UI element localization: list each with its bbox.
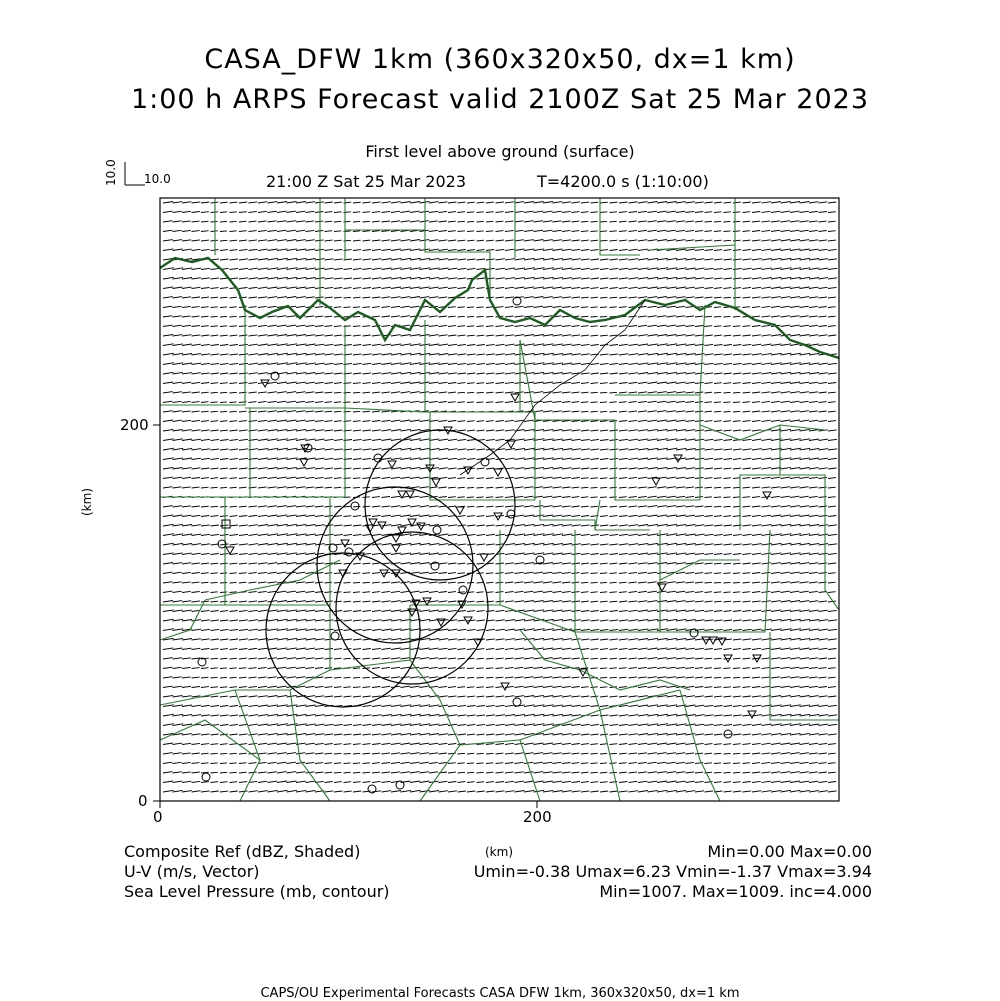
wind-vector bbox=[724, 592, 731, 593]
legend-field2-stats: Umin=-0.38 Umax=6.23 Vmin=-1.37 Vmax=3.94 bbox=[473, 862, 872, 881]
wind-vector bbox=[600, 677, 607, 678]
wind-vector bbox=[724, 763, 731, 764]
wind-vector bbox=[344, 592, 351, 593]
wind-vector bbox=[220, 411, 227, 412]
wind-vector bbox=[591, 231, 598, 232]
wind-vector bbox=[591, 221, 598, 222]
wind-vector bbox=[477, 316, 484, 317]
wind-vector bbox=[591, 582, 598, 583]
wind-vector bbox=[467, 668, 474, 669]
wind-vector bbox=[230, 402, 237, 403]
wind-vector bbox=[733, 402, 740, 403]
wind-vector bbox=[467, 677, 474, 678]
wind-vector bbox=[344, 677, 351, 678]
wind-vector bbox=[714, 316, 721, 317]
wind-vector bbox=[220, 221, 227, 222]
wind-vector bbox=[353, 668, 360, 669]
wind-vector bbox=[353, 487, 360, 488]
wind-vector bbox=[353, 763, 360, 764]
wind-vector bbox=[591, 497, 598, 498]
wind-vector bbox=[220, 307, 227, 308]
title-line-2: 1:00 h ARPS Forecast valid 2100Z Sat 25 Mar 2023 bbox=[130, 84, 870, 115]
wind-vector bbox=[724, 411, 731, 412]
wind-vector bbox=[211, 316, 218, 317]
wind-vector bbox=[724, 497, 731, 498]
wind-vector bbox=[600, 231, 607, 232]
wind-vector bbox=[477, 221, 484, 222]
wind-vector bbox=[600, 668, 607, 669]
wind-vector bbox=[344, 582, 351, 583]
x-tick-label-0: 0 bbox=[153, 808, 163, 826]
wind-vector bbox=[230, 582, 237, 583]
vector-key bbox=[125, 162, 145, 185]
wind-vector bbox=[724, 582, 731, 583]
wind-vector bbox=[220, 582, 227, 583]
wind-vector bbox=[220, 668, 227, 669]
wind-vector bbox=[724, 221, 731, 222]
wind-vector bbox=[467, 497, 474, 498]
wind-vector bbox=[600, 487, 607, 488]
wind-vector bbox=[724, 316, 731, 317]
wind-vector bbox=[353, 582, 360, 583]
legend-field2-name: U-V (m/s, Vector) bbox=[124, 862, 260, 881]
valid-time: 21:00 Z Sat 25 Mar 2023 bbox=[266, 172, 466, 191]
wind-vector bbox=[724, 668, 731, 669]
wind-vector bbox=[591, 307, 598, 308]
wind-vector bbox=[477, 307, 484, 308]
wind-vector bbox=[477, 402, 484, 403]
wind-vector bbox=[211, 402, 218, 403]
wind-vector bbox=[220, 487, 227, 488]
wind-vector bbox=[714, 668, 721, 669]
wind-vector bbox=[714, 763, 721, 764]
y-axis-unit: (km) bbox=[80, 487, 94, 516]
wind-vector bbox=[600, 307, 607, 308]
y-tick-label-0: 0 bbox=[138, 792, 148, 810]
wind-vector bbox=[591, 668, 598, 669]
legend-field1-stats: Min=0.00 Max=0.00 bbox=[707, 842, 872, 861]
wind-vector bbox=[724, 677, 731, 678]
wind-vector bbox=[467, 487, 474, 488]
wind-vector bbox=[591, 763, 598, 764]
wind-vector bbox=[600, 316, 607, 317]
legend-field3-name: Sea Level Pressure (mb, contour) bbox=[124, 882, 390, 901]
wind-vector bbox=[344, 753, 351, 754]
wind-vector bbox=[600, 221, 607, 222]
wind-vector bbox=[344, 763, 351, 764]
wind-vector bbox=[714, 582, 721, 583]
wind-vector bbox=[211, 221, 218, 222]
wind-vector bbox=[591, 316, 598, 317]
legend-field1-name: Composite Ref (dBZ, Shaded) bbox=[124, 842, 361, 861]
wind-vector bbox=[591, 487, 598, 488]
wind-vector bbox=[230, 221, 237, 222]
wind-vector bbox=[600, 763, 607, 764]
wind-vector bbox=[353, 221, 360, 222]
wind-vector bbox=[220, 753, 227, 754]
wind-vector bbox=[724, 487, 731, 488]
wind-vector bbox=[477, 231, 484, 232]
wind-vector bbox=[467, 402, 474, 403]
wind-vector bbox=[733, 763, 740, 764]
y-tick-label-200: 200 bbox=[120, 416, 149, 434]
vector-key-horizontal-label: 10.0 bbox=[144, 172, 171, 186]
wind-vector bbox=[714, 221, 721, 222]
wind-vector bbox=[353, 316, 360, 317]
wind-vector bbox=[477, 677, 484, 678]
wind-vector bbox=[714, 677, 721, 678]
wind-vector bbox=[477, 763, 484, 764]
wind-vector bbox=[220, 231, 227, 232]
wind-vector bbox=[353, 677, 360, 678]
wind-vector bbox=[600, 497, 607, 498]
footer-credit: CAPS/OU Experimental Forecasts CASA DFW 1km, 360x320x50, dx=1 km bbox=[260, 986, 740, 1001]
wind-vector bbox=[724, 231, 731, 232]
wind-vector bbox=[724, 753, 731, 754]
wind-vector bbox=[591, 402, 598, 403]
vector-key-vertical-label: 10.0 bbox=[104, 159, 118, 186]
wind-vector bbox=[600, 402, 607, 403]
wind-vector bbox=[220, 763, 227, 764]
wind-vector bbox=[230, 316, 237, 317]
wind-vector bbox=[467, 316, 474, 317]
wind-vector bbox=[477, 668, 484, 669]
wind-vector bbox=[220, 677, 227, 678]
wind-vector bbox=[220, 592, 227, 593]
model-time: T=4200.0 s (1:10:00) bbox=[537, 172, 709, 191]
wind-vector bbox=[230, 763, 237, 764]
wind-vector bbox=[714, 402, 721, 403]
wind-vector bbox=[467, 307, 474, 308]
wind-vector bbox=[220, 402, 227, 403]
level-label: First level above ground (surface) bbox=[365, 142, 635, 161]
title-line-1: CASA_DFW 1km (360x320x50, dx=1 km) bbox=[204, 44, 796, 75]
x-tick-label-200: 200 bbox=[523, 808, 552, 826]
x-axis-unit: (km) bbox=[485, 845, 514, 859]
wind-vector bbox=[714, 497, 721, 498]
wind-vector bbox=[477, 487, 484, 488]
wind-vector bbox=[477, 497, 484, 498]
wind-vector bbox=[353, 402, 360, 403]
wind-vector bbox=[733, 582, 740, 583]
wind-vector bbox=[211, 582, 218, 583]
wind-vector bbox=[600, 582, 607, 583]
wind-vector bbox=[477, 582, 484, 583]
wind-vector bbox=[344, 307, 351, 308]
wind-vector bbox=[467, 231, 474, 232]
wind-vector bbox=[467, 221, 474, 222]
legend-field3-stats: Min=1007. Max=1009. inc=4.000 bbox=[599, 882, 872, 901]
wind-vector bbox=[467, 763, 474, 764]
wind-vector bbox=[724, 402, 731, 403]
wind-vector bbox=[211, 763, 218, 764]
wind-vector bbox=[220, 316, 227, 317]
wind-vector bbox=[600, 753, 607, 754]
wind-vector bbox=[600, 411, 607, 412]
